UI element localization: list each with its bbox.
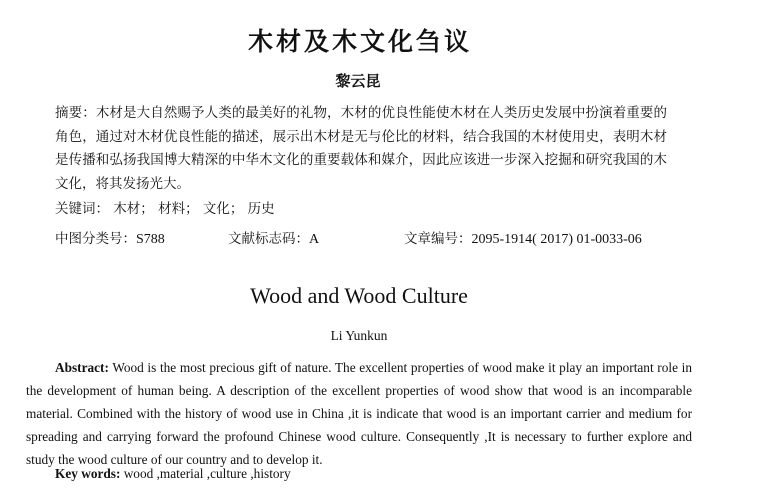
- chinese-keywords: [55, 198, 275, 220]
- clc-value: S788: [136, 232, 165, 247]
- article-number-label: 文章编号：: [404, 231, 472, 247]
- english-title: Wood and Wood Culture: [250, 283, 468, 308]
- english-abstract: [26, 356, 692, 471]
- chinese-abstract-text: 木材是大自然赐予人类的最美好的礼物，木材的优良性能使木材在人类历史发展中扮演着重要的角色，通过对木材优良性能的描述，展示出木材是无与伦比的材料，结合我国的木材使用史，表明木材是传播和弘扬我国博大精深的中华木文化的重要载体和媒介，因此应该进一步深入挖掘和研究我国的木文化，将其发扬光大。: [55, 105, 668, 192]
- chinese-abstract: [55, 102, 667, 196]
- article-number-value: 2095-1914( 2017) 01-0033-06: [471, 232, 642, 247]
- clc-number: [55, 228, 165, 251]
- document-code-value: A: [309, 232, 320, 247]
- chinese-keywords-text: 木材； 材料； 文化； 历史: [113, 201, 275, 217]
- document-code: [228, 228, 319, 251]
- chinese-keywords-label: 关键词：: [55, 201, 109, 217]
- english-abstract-text: Wood is the most precious gift of nature. The excellent properties of wood make it play an important role in the development of human being. A description of the excellent properties of wood show that wood is an incomparable material. Combined with the history of wood use in China ,it is indicate that wood is an important carrier and medium for spreading and carrying forward the profound Chinese wood culture. Consequently ,It is necessary to further explore and study the wood culture of our country and to develop it.: [26, 360, 692, 467]
- english-keywords: [55, 464, 291, 484]
- english-keywords-text: wood ,material ,culture ,history: [123, 466, 291, 481]
- english-author: Li Yunkun: [330, 328, 388, 343]
- chinese-abstract-label: 摘要：: [55, 105, 96, 121]
- clc-label: 中图分类号：: [55, 231, 136, 247]
- chinese-author: 黎云昆: [335, 72, 381, 90]
- document-code-label: 文献标志码：: [228, 231, 309, 247]
- article-number: [404, 228, 642, 251]
- english-abstract-label: Abstract:: [55, 360, 109, 375]
- english-keywords-label: Key words:: [55, 466, 121, 481]
- chinese-title: 木材及木文化刍议: [247, 27, 472, 56]
